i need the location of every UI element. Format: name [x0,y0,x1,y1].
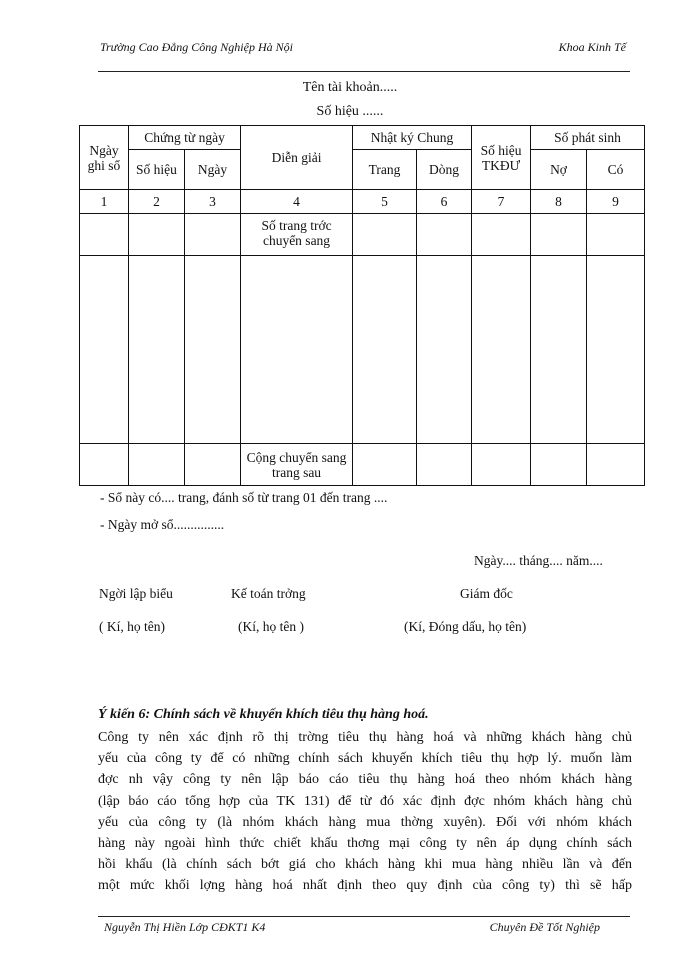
column-number-row [80,190,645,214]
header-chung-tu: Chứng từ ngày [129,126,241,150]
column-number: 5 [353,190,417,214]
carry-over-label: Cộng chuyển sang trang sau [241,444,353,486]
paragraph-line: (lập báo cáo tổng hợp của TK 131) để từ đó xác định đợc nhóm khách hàng chủ [98,793,632,809]
column-number: 8 [531,190,587,214]
column-number: 9 [587,190,645,214]
paragraph-line: một mức khối lợng hàng hoá nhất định theo quy định của công ty) thì sẽ hấp [98,878,632,894]
paragraph-line: Công ty nên xác định rõ thị trờng tiêu thụ hàng hoá và những khách hàng chủ [98,730,632,745]
column-number: 6 [417,190,472,214]
account-name: Tên tài khoản..... [302,80,398,95]
preparer-note: ( Kí, họ tên) [99,619,165,634]
note-open-date: - Ngày mở sổ............... [100,517,225,532]
header-ngay-ghi-so: Ngày ghi sổ [80,126,129,190]
paragraph-line: hồi khấu (là chính sách bớt giá cho khách hàng khi mua hàng nhiều lần và đến [98,857,632,873]
paragraph-line: yếu của công ty để có những chính sách khuyến khích tiêu thụ hợp lý. muốn làm [98,751,632,767]
header-no: Nợ [531,150,587,190]
column-number: 1 [80,190,129,214]
header-so-hieu: Số hiệu [129,150,185,190]
ledger-table [79,125,645,486]
account-number: Số hiệu ...... [316,104,384,119]
header-ngay: Ngày [185,150,241,190]
accountant-note: (Kí, họ tên ) [238,619,304,634]
header-so-phat-sinh: Số phát sinh [531,126,645,150]
director-title: Giám đốc [460,586,513,601]
column-number: 7 [472,190,531,214]
header-school: Trường Cao Đẳng Công Nghiệp Hà Nội [100,40,293,54]
header-trang: Trang [353,150,417,190]
table-row [80,444,645,486]
signature-date-line: Ngày.... tháng.... năm.... [474,553,603,568]
header-co: Có [587,150,645,190]
footer-divider [98,916,630,917]
accountant-title: Kế toán trởng [231,586,306,601]
header-divider [98,71,630,72]
table-row [80,256,645,444]
column-number: 4 [241,190,353,214]
section-title: Ý kiến 6: Chính sách về khuyến khích tiêu thụ hàng hoá. [98,707,429,722]
column-number: 2 [129,190,185,214]
carried-forward-label: Số trang trớc chuyển sang [241,214,353,256]
header-nhat-ky-chung: Nhật ký Chung [353,126,472,150]
paragraph-line: đợc nh vậy công ty nên lập báo cáo tiêu thụ hàng hoá theo nhóm khách hàng [98,772,632,788]
director-note: (Kí, Đóng dấu, họ tên) [404,619,527,634]
footer-title: Chuyên Đề Tốt Nghiệp [489,920,600,934]
paragraph-line: yếu của công ty (là nhóm khách hàng mua thờng xuyên). Đối với nhóm khách [98,814,632,830]
preparer-title: Ngời lập biểu [99,586,173,601]
note-pages: - Sổ này có.... trang, đánh số từ trang 01 đến trang .... [100,490,388,505]
header-so-hieu-tkdu: Số hiệu TKĐƯ [472,126,531,190]
header-dong: Dòng [417,150,472,190]
paragraph-line: hàng này ngoài hình thức chiết khấu thơng mại công ty nên áp dụng chính sách [98,836,632,852]
column-number: 3 [185,190,241,214]
section-paragraph [98,727,632,897]
header-faculty: Khoa Kinh Tế [558,40,626,54]
table-row [80,214,645,256]
header-dien-giai: Diễn giải [241,126,353,190]
page-header [98,40,630,66]
footer-author: Nguyễn Thị Hiền Lớp CĐKT1 K4 [104,920,266,934]
